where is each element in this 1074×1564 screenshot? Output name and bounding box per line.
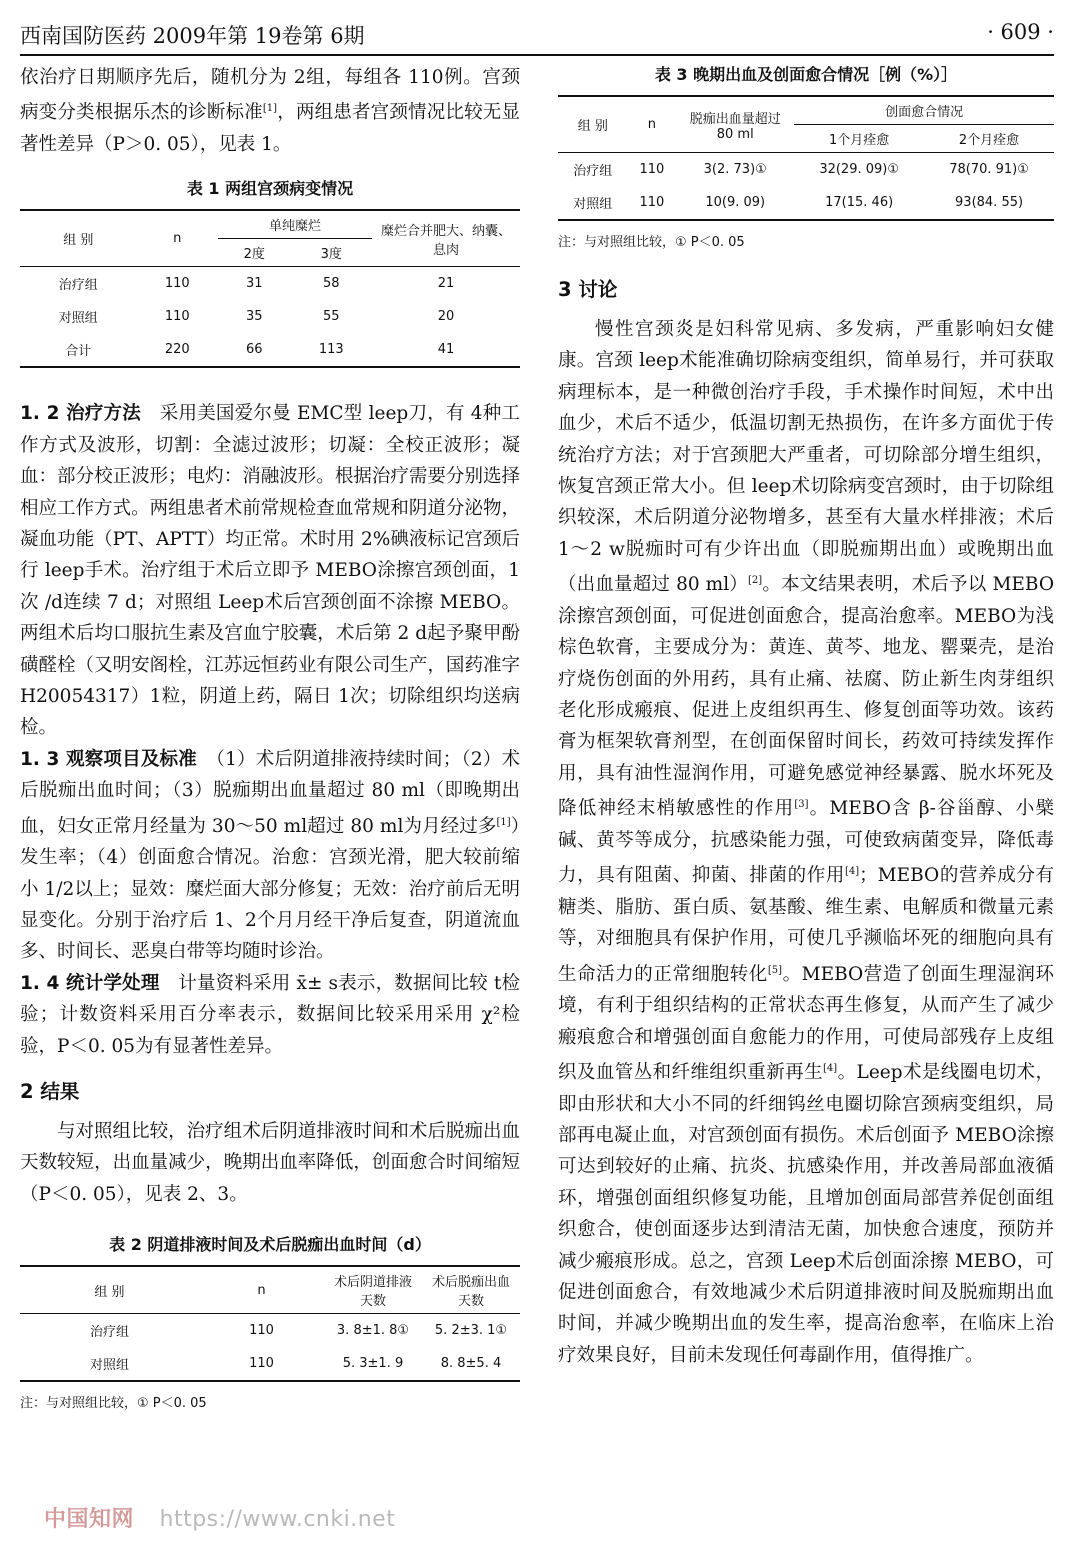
left-column [20, 62, 520, 1411]
table3-note: 注：与对照组比较，① P＜0. 05 [558, 235, 745, 250]
intro-paragraph: 依治疗日期顺序先后，随机分为 2组，每组各 110例。宫颈病变分类根据乐杰的诊断标准[1]，两组患者宫颈情况比较无显著性差异（P＞0. 05），见表 1。 [20, 67, 520, 155]
table3-caption: 表 3 晚期出血及创面愈合情况［例（%）］ [654, 65, 958, 84]
table2-note: 注：与对照组比较，① P＜0. 05 [20, 1396, 207, 1412]
table-row: 合计 220 66 113 41 [65, 342, 455, 360]
table2-caption: 表 2 阴道排液时间及术后脱痂出血时间（d） [109, 1235, 431, 1255]
table-row: 对照组 110 35 55 20 [58, 309, 455, 327]
section-1-2: 1. 2 治疗方法 采用美国爱尔曼 EMC型 leep刀，有 4种工作方式及波形，切割：全滤过波形；切凝：全校正波形；凝血：部分校正波形；电灼：消融波形。根据治疗需要分别选择相应工作方式。两组患者术前常规检查血常规和阴道分泌物，凝血功能（PT、APTT）均正常。术时用 2%碘液标记宫颈后行 leep手术。治疗组于术后立即予 MEBO涂擦宫颈创面，1次 /d连续 7 d；对照组 Leep术后宫颈创面不涂擦 MEBO。两组术后均口服抗生素及宫血宁胶囊，术后第 2 d起予聚甲酚磺醛栓（又明安阁栓，江苏远恒药业有限公司生产，国药准字 H20054317）1粒，阴道上药，隔日 1次；切除组织均送病检。 [20, 403, 520, 739]
table-row: 治疗组 110 31 58 21 [58, 276, 455, 294]
section-2-heading: 2 结果 [20, 1080, 80, 1104]
table1-caption: 表 1 两组宫颈病变情况 [186, 179, 354, 199]
page-number: · 609 · [987, 20, 1054, 44]
journal-title: 西南国防医药 2009年第 19卷第 6期 [20, 24, 365, 48]
right-column [558, 62, 1054, 1371]
table1: 组 别 n 单纯糜烂 糜烂合并肥大、纳囊、息肉 2度 3度 治疗组 110 31 58 21 对照组 110 35 55 20 合计 220 66 113 41 [20, 209, 520, 368]
section-1-4: 1. 4 统计学处理 计量资料采用 x̄± s表示，数据间比较 t检验；计数资料采用百分率表示，数据间比较采用采用 χ²检验，P＜0. 05为有显著性差异。 [20, 972, 520, 1057]
discussion-paragraph: 慢性宫颈炎是妇科常见病、多发病，严重影响妇女健康。宫颈 leep术能准确切除病变组织，简单易行，并可获取病理标本，是一种微创治疗手段，手术操作时间短，术中出血少，术后不适少，低温切割无热损伤，在许多方面优于传统治疗方法；对于宫颈肥大严重者，可切除部分增生组织，恢复宫颈正常大小。但 leep术切除病变宫颈时，由于切除组织较深，术后阴道分泌物增多，甚至有大量水样排液；术后 1～2 w脱痂时可有少许出血（即脱痂期出血）或晚期出血（出血量超过 80 ml）[2]。本文结果表明，术后予以 MEBO涂擦宫颈创面，可促进创面愈合，提高治愈率。MEBO为浅棕色软膏，主要成分为：黄连、黄芩、地龙、罂粟壳，是治疗烧伤创面的外用药，具有止痛、祛腐、防止新生肉芽组织老化形成瘢痕、促进上皮组织再生、修复创面等功效。该药膏为框架软膏剂型，在创面保留时间长，药效可持续发挥作用，具有油性湿润作用，可避免感觉神经暴露、脱水坏死及降低神经末梢敏感性的作用[3]。MEBO含 β-谷甾醇、小檗碱、黄芩等成分，抗感染能力强，可使致病菌变异，降低毒力，具有阻菌、抑菌、排菌的作用[4]；MEBO的营养成分有糖类、脂肪、蛋白质、氨基酸、维生素、电解质和微量元素等，对细胞具有保护作用，可使几乎濒临坏死的细胞向具有生命活力的正常细胞转化[5]。MEBO营造了创面生理湿润环境，有利于组织结构的正常状态再生修复，从而产生了减少瘢痕愈合和增强创面自愈能力的作用，可使局部残存上皮组织及血管丛和纤维组织重新再生[4]。Leep术是线圈电切术，即由形状和大小不同的纤细钨丝电圈切除宫颈病变组织，局部再电凝止血，对宫颈创面有损伤。术后创面予 MEBO涂擦可达到较好的止痛、抗炎、抗感染作用，并改善局部血液循环，增强创面组织修复功能，且增加创面局部营养促创面组织愈合，使创面逐步达到清洁无菌，加快愈合速度，预防并减少瘢痕形成。总之，宫颈 Leep术后创面涂擦 MEBO，可促进创面愈合，有效地减少术后阴道排液时间及脱痂期出血时间，并减少晚期出血的发生率，提高治愈率，在临床上治疗效果良好，目前未发现任何毒副作用，值得推广。 [558, 319, 1054, 1366]
cnki-watermark [44, 1502, 395, 1533]
section-3-heading: 3 讨论 [558, 278, 618, 301]
section-1-3: 1. 3 观察项目及标准 （1）术后阴道排液持续时间；（2）术后脱痂出血时间；（3）脱痂期出血量超过 80 ml（即晚期出血，妇女正常月经量为 30～50 ml超过 80 ml为月经过多[1]）发生率；（4）创面愈合情况。治愈：宫颈光滑，肥大较前缩小 1/2以上；显效：糜烂面大部分修复；无效：治疗前后无明显变化。分别于治疗后 1、2个月月经干净后复查，阴道流血多、时间长、恶臭白带等均随时诊治。 [20, 748, 520, 963]
table2: 组 别 n 术后阴道排液天数 术后脱痂出血天数 治疗组 110 3. 8±1. 8① 5. 2±3. 1① 对照组 110 5. 3±1. 9 8. 8±5. 4 [20, 1265, 520, 1382]
table-row: 治疗组 110 3. 8±1. 8① 5. 2±3. 1① [89, 1323, 508, 1341]
results-paragraph: 与对照组比较，治疗组术后阴道排液时间和术后脱痂出血天数较短，出血量减少，晚期出血率降低，创面愈合时间缩短（P＜0. 05），见表 2、3。 [20, 1121, 520, 1205]
table-row: 对照组 110 10(9. 09) 17(15. 46) 93(84. 55) [573, 195, 1024, 212]
table-row: 对照组 110 5. 3±1. 9 8. 8±5. 4 [89, 1356, 502, 1374]
cnki-logo: 中国知网 [44, 1507, 135, 1532]
page-header [20, 14, 1054, 56]
table-row: 治疗组 110 3(2. 73)① 32(29. 09)① 78(70. 91)① [573, 162, 1029, 179]
table3: 组 别 n 脱痂出血量超过 80 ml 创面愈合情况 1个月痊愈 2个月痊愈 治疗组 110 3(2. 73)① 32(29. 09)① 78(70. 91)① 对照组 110 10(9. 09) 17(15. 46) 93(84. 55) [558, 95, 1054, 221]
cnki-url: https://www.cnki.net [159, 1507, 396, 1532]
